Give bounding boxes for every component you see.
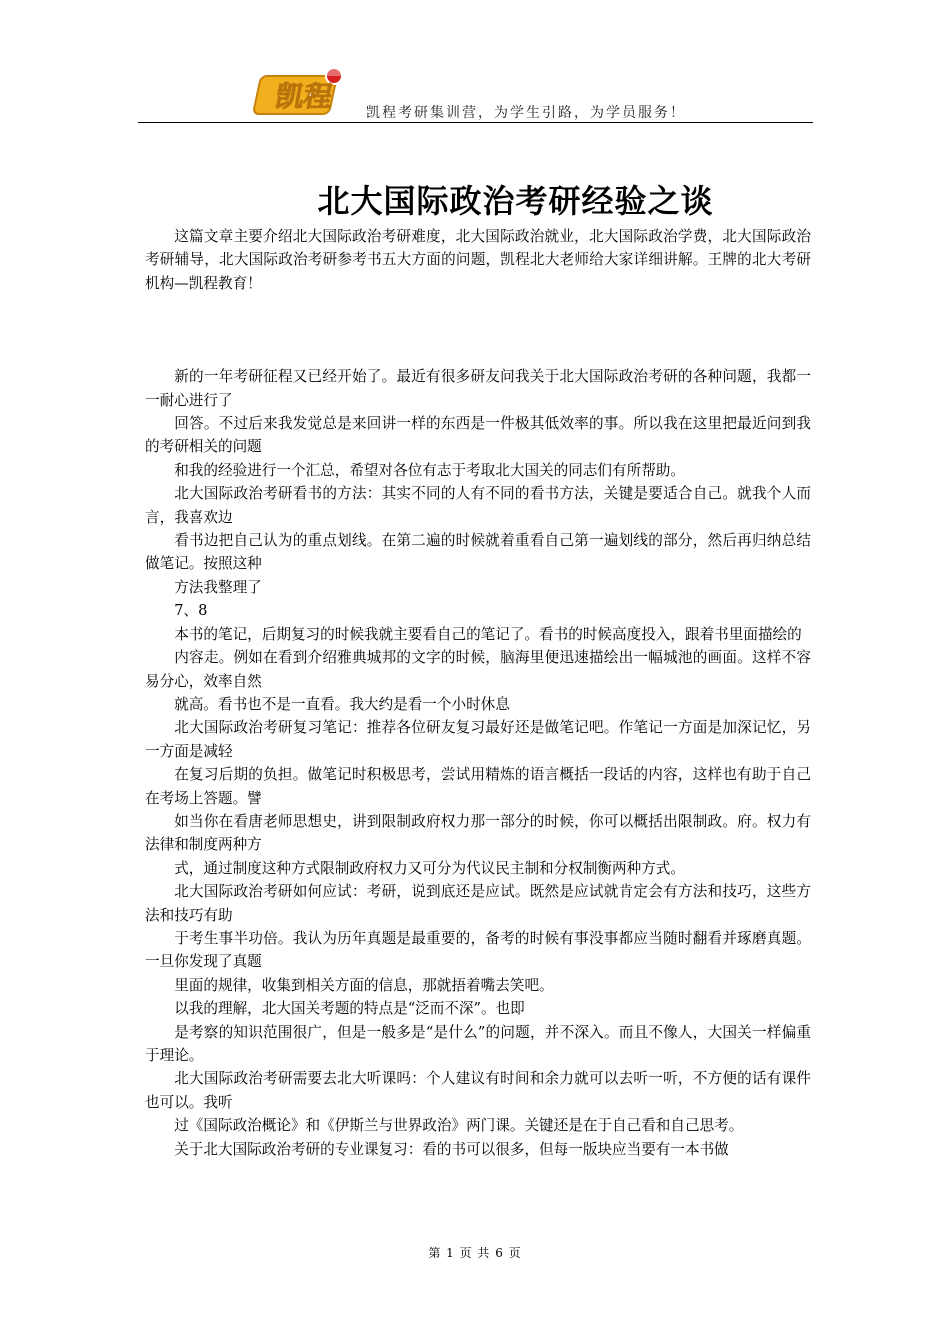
kaicheng-logo (252, 62, 348, 118)
page-header (138, 60, 813, 124)
body-paragraph: 就高。看书也不是一直看。我大约是看一个小时休息 (174, 695, 510, 713)
body-paragraph: 北大国际政治考研复习笔记：推荐各位研友复习最好还是做笔记吧。作笔记一方面是加深记忆，另一方面是减轻 (145, 719, 811, 760)
body-paragraph: 北大国际政治考研需要去北大听课吗：个人建议有时间和余力就可以去听一听，不方便的话有课件也可以。我听 (145, 1070, 811, 1111)
body-paragraph: 在复习后期的负担。做笔记时积极思考，尝试用精炼的语言概括一段话的内容，这样也有助于自己在考场上答题。譬 (145, 766, 811, 807)
body-paragraph: 如当你在看唐老师思想史，讲到限制政府权力那一部分的时候，你可以概括出限制政。府。权力有法律和制度两种方 (145, 812, 811, 854)
body-paragraph: 过《国际政治概论》和《伊斯兰与世界政治》两门课。关键还是在于自己看和自己思考。 (174, 1117, 744, 1135)
body-paragraph: 新的一年考研征程又已经开始了。最近有很多研友问我关于北大国际政治考研的各种问题，我都一一耐心进行了 (145, 368, 811, 409)
body-paragraph: 式，通过制度这种方式限制政府权力又可分为代议民主制和分权制衡两种方式。 (174, 859, 685, 877)
logo-text: 凯程 (273, 80, 335, 113)
article-paragraphs (145, 365, 811, 1161)
header-divider (138, 122, 813, 123)
page-title: 北大国际政治考研经验之谈 (317, 182, 714, 220)
page-footer: 第 1 页 共 6 页 (428, 1246, 522, 1260)
paragraph-spacer (145, 295, 811, 365)
body-paragraph: 于考生事半功倍。我认为历年真题是最重要的，备考的时候有事没事都应当随时翻看并琢磨真题。一旦你发现了真题 (145, 929, 811, 971)
body-paragraph: 北大国际政治考研如何应试：考研，说到底还是应试。既然是应试就肯定会有方法和技巧，这些方法和技巧有助 (145, 883, 811, 924)
body-paragraph: 北大国际政治考研看书的方法：其实不同的人有不同的看书方法，关键是要适合自己。就我个人而言，我喜欢边 (145, 485, 811, 526)
body-paragraph: 关于北大国际政治考研的专业课复习：看的书可以很多，但每一版块应当要有一本书做 (174, 1140, 729, 1158)
body-paragraph: 方法我整理了 (174, 578, 262, 596)
header-slogan: 凯程考研集训营，为学生引路，为学员服务！ (366, 105, 686, 121)
body-paragraph: 以我的理解，北大国关考题的特点是“泛而不深”。也即 (174, 1000, 525, 1018)
body-paragraph: 看书边把自己认为的重点划线。在第二遍的时候就着重看自己第一遍划线的部分，然后再归纳总结做笔记。按照这种 (145, 532, 811, 573)
body-paragraph: 回答。不过后来我发觉总是来回讲一样的东西是一件极其低效率的事。所以我在这里把最近问到我的考研相关的问题 (145, 415, 811, 456)
article-body (145, 225, 811, 1161)
body-paragraph: 内容走。例如在看到介绍雅典城邦的文字的时候，脑海里便迅速描绘出一幅城池的画面。这样不容易分心，效率自然 (145, 649, 811, 690)
intro-paragraph: 这篇文章主要介绍北大国际政治考研难度，北大国际政治就业，北大国际政治学费，北大国际政治考研辅导，北大国际政治考研参考书五大方面的问题，凯程北大老师给大家详细讲解。王牌的北大考研机构—凯程教育！ (145, 228, 811, 292)
body-paragraph: 是考察的知识范围很广，但是一般多是“是什么”的问题，并不深入。而且不像人，大国关一样偏重于理论。 (145, 1023, 811, 1064)
body-paragraph: 里面的规律，收集到相关方面的信息，那就捂着嘴去笑吧。 (174, 976, 554, 994)
body-paragraph: 本书的笔记，后期复习的时候我就主要看自己的笔记了。看书的时候高度投入，跟着书里面描绘的 (174, 625, 802, 643)
body-paragraph: 7、8 (174, 602, 208, 620)
body-paragraph: 和我的经验进行一个汇总，希望对各位有志于考取北大国关的同志们有所帮助。 (174, 461, 685, 479)
